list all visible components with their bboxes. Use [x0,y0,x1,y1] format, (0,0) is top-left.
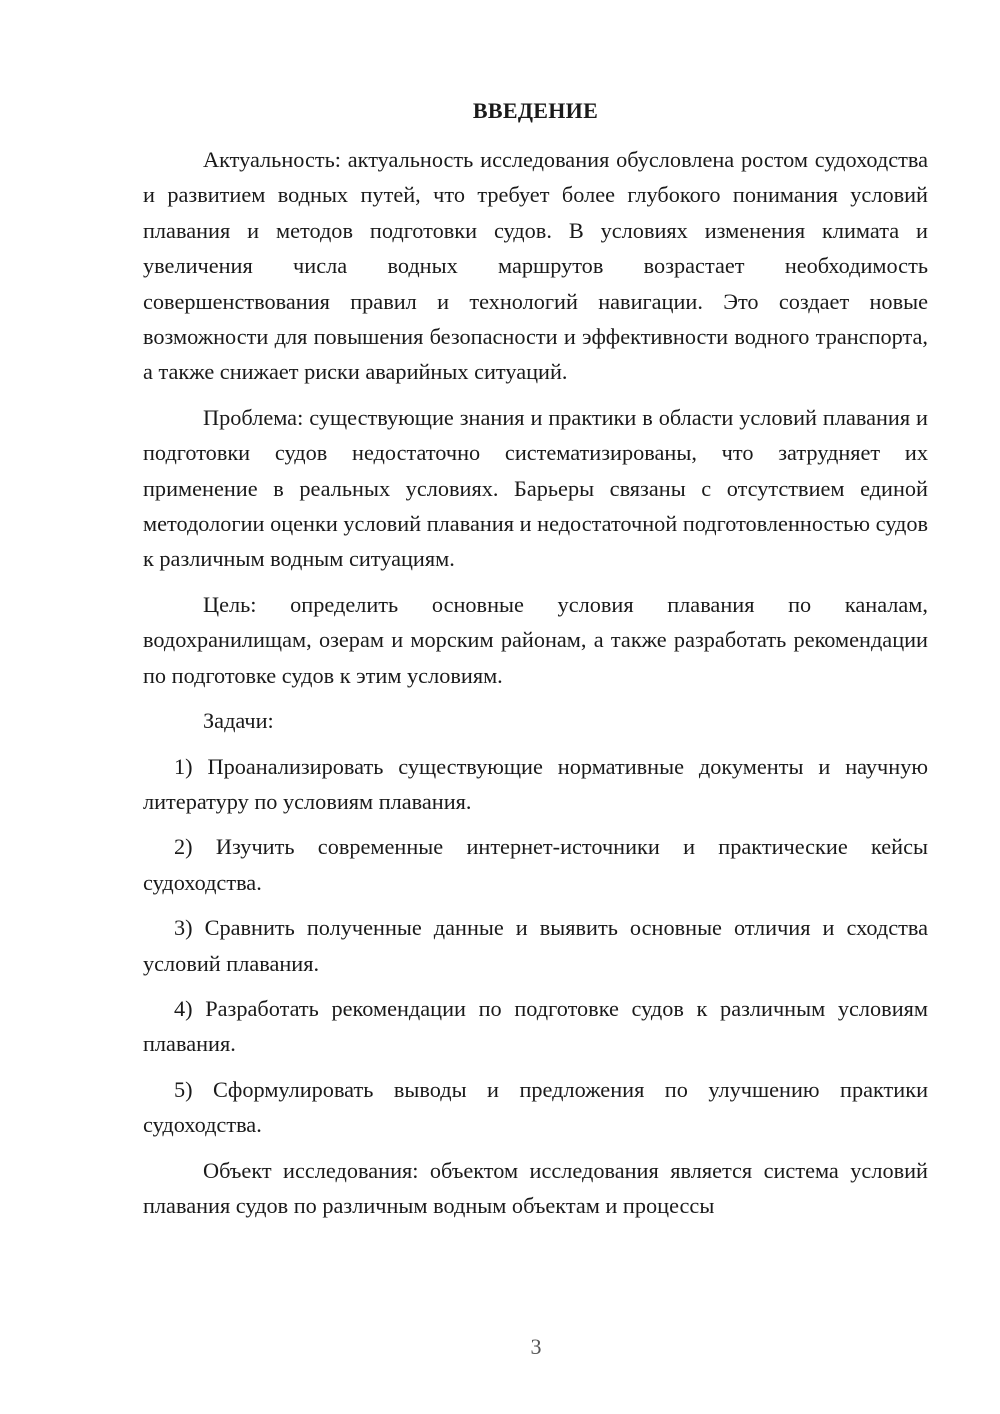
paragraph-relevance: Актуальность: актуальность исследования обусловлена ростом судоходства и развитием водных путей, что требует более глубокого понимания условий плавания и методов подготовки судов. В условиях изменения климата и увеличения числа водных маршрутов возрастает необходимость совершенствования правил и технологий навигации. Это создает новые возможности для повышения безопасности и эффективности водного транспорта, а также снижает риски аварийных ситуаций. [143,147,928,385]
task-item: 2) Изучить современные интернет-источники и практические кейсы судоходства. [143,834,928,895]
paragraph-object: Объект исследования: объектом исследования является система условий плавания судов по различным водным объектам и процессы [143,1157,928,1218]
page-number: 3 [530,1334,542,1359]
tasks-label: Задачи: [203,708,274,734]
task-item: 5) Сформулировать выводы и предложения по улучшению практики судоходства. [143,1076,928,1138]
paragraph-problem: Проблема: существующие знания и практики в области условий плавания и подготовки судов недостаточно систематизированы, что затрудняет их применение в реальных условиях. Барьеры связаны с отсутствием единой методологии оценки условий плавания и недостаточной подготовленностью судов к различным водным ситуациям. [143,404,928,572]
section-heading: ВВЕДЕНИЕ [472,98,599,123]
document-body [143,142,928,1233]
task-item: 4) Разработать рекомендации по подготовке судов к различным условиям плавания. [143,995,928,1057]
paragraph-goal: Цель: определить основные условия плавания по каналам, водохранилищам, озерам и морским районам, а также разработать рекомендации по подготовке судов к этим условиям. [143,591,928,688]
task-item: 1) Проанализировать существующие нормативные документы и научную литературу по условиям плавания. [143,753,928,814]
task-item: 3) Сравнить полученные данные и выявить основные отличия и сходства условий плавания. [143,915,928,976]
